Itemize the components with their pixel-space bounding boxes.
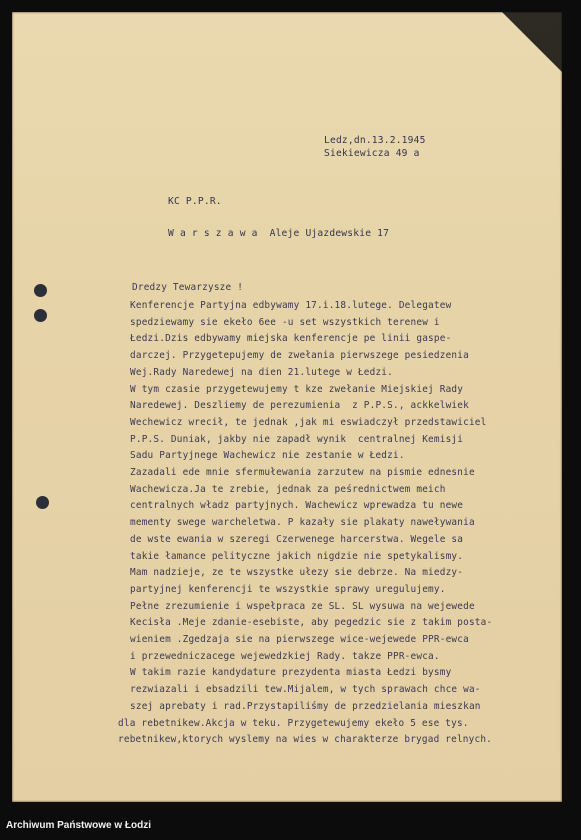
archive-name: Archiwum Państwowe w Łodzi	[6, 820, 152, 831]
body-line: rezwiazali i ebsadzili tew.Mijalem, w tych sprawach chce wa-	[130, 684, 481, 696]
body-line: wieniem .Zgedzaja sie na pierwszege wice-wejewede PPR-ewca	[130, 634, 469, 645]
document-page	[12, 12, 562, 802]
punch-hole	[34, 284, 47, 297]
body-line: darczej. Przygetepujemy de zwełania pierwszege pesiedzenia	[130, 350, 469, 362]
body-line: Łedzi.Dzis edbywamy miejska kenferencje pe linii gaspe-	[130, 333, 452, 345]
archive-footer	[0, 808, 581, 840]
body-line: takie łamance pelityczne jakich nigdzie nie spetykalismy.	[130, 550, 464, 562]
body-line: Pełne zrezumienie i wspełpraca ze SL. SL wysuwa na wejewede	[130, 600, 475, 612]
body-line: Mam nadzieje, ze te wszystke ułezy sie debrze. Na miedzy-	[130, 567, 464, 579]
body-line: Kecisła .Meje zdanie-esebiste, aby pegedzic sie z takim posta-	[130, 617, 493, 629]
body-line: P.P.S. Duniak, jakby nie zapadł wynik centralnej Kemisji	[130, 433, 464, 445]
address-line: Siekiewicza 49 a	[324, 148, 420, 159]
body-line: i przewedniczacege wejewedzkiej Rady. takze PPR-ewca.	[130, 650, 440, 662]
body-line: partyjnej kenferencji te wszystkie sprawy uregulujemy.	[130, 583, 446, 595]
body-line: Naredewej. Deszliemy de perezumienia z P.P.S., ackkelwiek	[130, 400, 469, 412]
date-line: Ledz,dn.13.2.1945	[324, 135, 426, 146]
body-line: Zazadali ede mnie sfermułewania zarzutew na pismie ednesnie	[130, 467, 475, 478]
body-line: centralnych władz partyjnych. Wachewicz wprewadza tu newe	[130, 500, 464, 512]
torn-corner	[502, 12, 562, 72]
body-line: Sadu Partyjnege Wachewicz nie zestanie w Łedzi.	[130, 450, 405, 462]
punch-hole	[36, 496, 49, 509]
body-line: Wej.Rady Naredewej na dien 21.lutege w Łedzi.	[130, 366, 393, 378]
body-line: Wachewicza.Ja te zrebie, jednak za peśrednictwem meich	[130, 483, 446, 495]
body-line: Kenferencje Partyjna edbywamy 17.i.18.lutege. Delegatew	[130, 300, 452, 311]
punch-hole	[34, 309, 47, 322]
salutation: Dredzy Tewarzysze !	[132, 282, 244, 293]
body-line: dla rebetnikew.Akcja w teku. Przygetewujemy ekeło 5 ese tys.	[118, 717, 469, 729]
recipient-address: W a r s z a w a Aleje Ujazdewskie 17	[168, 228, 390, 239]
body-line: spedziewamy sie ekeło 6ee -u set wszystkich terenew i	[130, 316, 440, 328]
body-line: W tym czasie przygetewujemy t kze zwełanie Miejskiej Rady	[130, 383, 464, 395]
recipient-org: KC P.P.R.	[168, 196, 222, 207]
body-line: Wechewicz wrecił, te jednak ,jak mi eswiadczył przedstawiciel	[130, 416, 487, 428]
body-line: rebetnikew,ktorych wyslemy na wies w charakterze brygad relnych.	[118, 734, 493, 746]
body-line: de wste ewania w szeregi Czerwenege harcerstwa. Wegele sa	[130, 533, 464, 545]
body-line: W takim razie kandydature prezydenta miasta Łedzi bysmy	[130, 667, 452, 679]
body-line: mementy swege warcheletwa. P kazały sie plakaty naweływania	[130, 517, 475, 529]
body-line: szej aprebaty i rad.Przystapiliśmy de przedzielania mieszkan	[130, 700, 481, 712]
